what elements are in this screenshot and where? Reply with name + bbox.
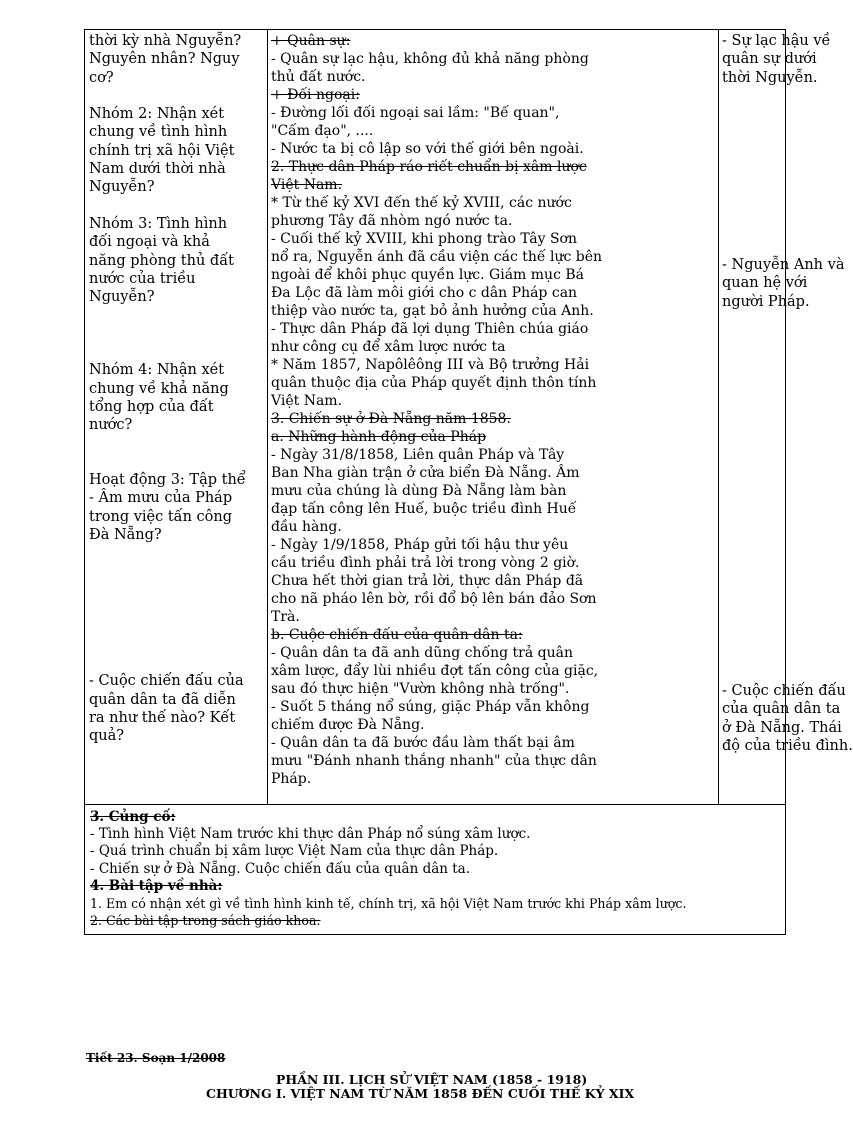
text-line: - Cuối thế kỷ XVIII, khi phong trào Tây Sơn <box>271 231 578 247</box>
text-line: ngoài để khôi phục quyền lực. Giám mục Bá <box>271 267 585 283</box>
text-line: tổng hợp của đất <box>89 398 214 415</box>
text-line <box>89 654 264 672</box>
text-line: - Nước ta bị cô lập so với thế giới bên ngoài. <box>271 141 584 157</box>
text-line: sau đó thực hiện "Vườn không nhà trống". <box>271 681 570 697</box>
text-line: + Đối ngoại: <box>271 87 360 103</box>
text-line: Đa Lộc đã làm môi giới cho c dân Pháp can <box>271 285 578 301</box>
text-line: mưu "Đánh nhanh thắng nhanh" của thực dân <box>271 753 597 769</box>
column-questions <box>85 30 268 804</box>
text-line: Ban Nha giàn trận ở cửa biển Đà Nẵng. Âm <box>271 465 580 481</box>
homework-heading: 4. Bài tập về nhà: <box>90 877 223 894</box>
text-line: xâm lược, đẩy lùi nhiều đợt tấn công của giặc, <box>271 663 599 679</box>
text-line: mưu của chúng là dùng Đà Nẵng làm bàn <box>271 483 567 499</box>
text-line: Việt Nam. <box>271 393 343 409</box>
text-line: a. Những hành động của Pháp <box>271 429 487 445</box>
text-line: Việt Nam. <box>271 177 343 193</box>
text-line: - Cuộc chiến đấu của <box>89 673 244 690</box>
text-line <box>89 618 264 636</box>
text-line: * Năm 1857, Napôlêông III và Bộ trưởng Hải <box>271 357 590 373</box>
text-line <box>89 325 264 343</box>
text-line <box>89 453 264 471</box>
text-line: - Cuộc chiến đấu <box>722 683 846 699</box>
note-battle <box>722 682 853 755</box>
text-line: 3. Chiến sự ở Đà Nẵng năm 1858. <box>271 411 511 427</box>
text-line: nổ ra, Nguyễn ánh đã cầu viện các thế lực bên <box>271 249 603 265</box>
part-heading: PHẦN III. LỊCH SỬ VIỆT NAM (1858 - 1918) <box>276 1072 588 1087</box>
column-notes <box>718 30 853 804</box>
text-line: đầu hàng. <box>271 519 342 535</box>
text-line: thiệp vào nước ta, gạt bỏ ảnh hưởng của Anh. <box>271 303 594 319</box>
consolidation-item: - Quá trình chuẩn bị xâm lược Việt Nam của thực dân Pháp. <box>90 843 499 860</box>
text-line: - Quân dân ta đã bước đầu làm thất bại âm <box>271 735 575 751</box>
text-line: quân dân ta đã diễn <box>89 691 236 708</box>
text-line: thủ đất nước. <box>271 69 366 85</box>
content-text <box>271 32 715 788</box>
text-line: Nhóm 4: Nhận xét <box>89 362 225 379</box>
text-line <box>89 435 264 453</box>
text-line: - Âm mưu của Pháp <box>89 490 233 507</box>
text-line: quan hệ với <box>722 275 808 292</box>
text-line: ở Đà Nẵng. Thái <box>722 719 842 736</box>
text-line: nước của triều <box>89 270 196 287</box>
text-line: quân thuộc địa của Pháp quyết định thôn tính <box>271 375 597 391</box>
text-line: đối ngoại và khả <box>89 234 210 251</box>
questions-text <box>89 32 264 746</box>
text-line: năng phòng thủ đất <box>89 252 234 269</box>
text-line <box>89 87 264 105</box>
note-military <box>722 32 831 87</box>
text-line <box>89 306 264 324</box>
summary-text <box>90 809 780 929</box>
text-line: - Suốt 5 tháng nổ súng, giặc Pháp vẫn không <box>271 699 590 715</box>
text-line: chung về khả năng <box>89 380 229 397</box>
text-line: chung về tình hình <box>89 124 228 141</box>
consolidation-item: - Tình hình Việt Nam trước khi thực dân Pháp nổ súng xâm lược. <box>90 826 531 843</box>
text-line: - Ngày 1/9/1858, Pháp gửi tối hậu thư yêu <box>271 537 569 553</box>
text-line <box>89 581 264 599</box>
text-line: - Quân dân ta đã anh dũng chống trả quân <box>271 645 573 661</box>
text-line: Nguyễn? <box>89 179 155 196</box>
homework-item: 1. Em có nhận xét gì về tình hình kinh tế, chính trị, xã hội Việt Nam trước khi Pháp xâm lược. <box>90 896 687 912</box>
text-line: cơ? <box>89 69 114 86</box>
text-line: phương Tây đã nhòm ngó nước ta. <box>271 213 513 229</box>
text-line: độ của triều đình. <box>722 737 853 754</box>
text-line: trong việc tấn công <box>89 508 232 525</box>
lesson-number: Tiết 23. Soạn 1/2008 <box>86 1051 226 1065</box>
chapter-heading: CHƯƠNG I. VIỆT NAM TỪ NĂM 1858 ĐẾN CUỐI THẾ KỶ XIX <box>206 1086 635 1101</box>
text-line: Nguyễn? <box>89 289 155 306</box>
text-line: cho nã pháo lên bờ, rồi đổ bộ lên bán đảo Sơn <box>271 591 597 607</box>
text-line: đạp tấn công lên Huế, buộc triều đình Huế <box>271 501 577 517</box>
text-line: Nguyên nhân? Nguy <box>89 51 240 68</box>
text-line: - Nguyễn Anh và <box>722 257 845 273</box>
text-line: - Sự lạc hậu về <box>722 33 831 49</box>
text-line <box>89 563 264 581</box>
text-line: Nhóm 2: Nhận xét <box>89 106 225 123</box>
text-line: chính trị xã hội Việt <box>89 142 235 159</box>
text-line: quả? <box>89 728 125 745</box>
text-line: người Pháp. <box>722 293 810 310</box>
text-line: của quân dân ta <box>722 701 841 718</box>
text-line: "Cấm đạo", .... <box>271 123 374 139</box>
summary-section <box>84 805 786 935</box>
text-line: Đà Nẵng? <box>89 527 162 544</box>
text-line: b. Cuộc chiến đấu của quân dân ta: <box>271 627 523 643</box>
text-line: như công cụ để xâm lược nước ta <box>271 339 506 355</box>
lesson-table <box>84 29 853 805</box>
text-line <box>89 599 264 617</box>
text-line: Chưa hết thời gian trả lời, thực dân Pháp đã <box>271 573 584 589</box>
text-line <box>89 343 264 361</box>
text-line: Trà. <box>271 609 300 625</box>
column-content <box>267 30 719 804</box>
text-line: - Ngày 31/8/1858, Liên quân Pháp và Tây <box>271 447 565 463</box>
text-line <box>89 197 264 215</box>
text-line: Pháp. <box>271 771 312 787</box>
text-line: - Đường lối đối ngoại sai lầm: "Bế quan", <box>271 105 560 121</box>
text-line: Hoạt động 3: Tập thể <box>89 472 246 489</box>
consolidation-heading: 3. Củng cố: <box>90 809 176 825</box>
text-line: chiếm được Đà Nẵng. <box>271 717 425 733</box>
homework-item: 2. Các bài tập trong sách giáo khoa. <box>90 913 321 929</box>
text-line: - Quân sự lạc hậu, không đủ khả năng phòng <box>271 51 589 67</box>
text-line: + Quân sự: <box>271 33 351 49</box>
text-line: ra như thế nào? Kết <box>89 709 236 726</box>
text-line: - Thực dân Pháp đã lợi dụng Thiên chúa giáo <box>271 321 589 337</box>
text-line <box>89 636 264 654</box>
text-line <box>89 544 264 562</box>
text-line: Nam dưới thời nhà <box>89 161 226 178</box>
text-line: thời kỳ nhà Nguyễn? <box>89 33 242 49</box>
text-line: * Từ thế kỷ XVI đến thế kỷ XVIII, các nước <box>271 195 572 211</box>
text-line: 2. Thực dân Pháp ráo riết chuẩn bị xâm lược <box>271 159 587 175</box>
text-line: quân sự dưới <box>722 51 817 68</box>
text-line: Nhóm 3: Tình hình <box>89 215 228 232</box>
consolidation-item: - Chiến sự ở Đà Nẵng. Cuộc chiến đấu của quân dân ta. <box>90 860 471 877</box>
text-line: thời Nguyễn. <box>722 69 818 86</box>
text-line: nước? <box>89 417 133 434</box>
text-line: cầu triều đình phải trả lời trong vòng 2 giờ. <box>271 555 580 571</box>
note-nguyen-anh <box>722 256 845 311</box>
